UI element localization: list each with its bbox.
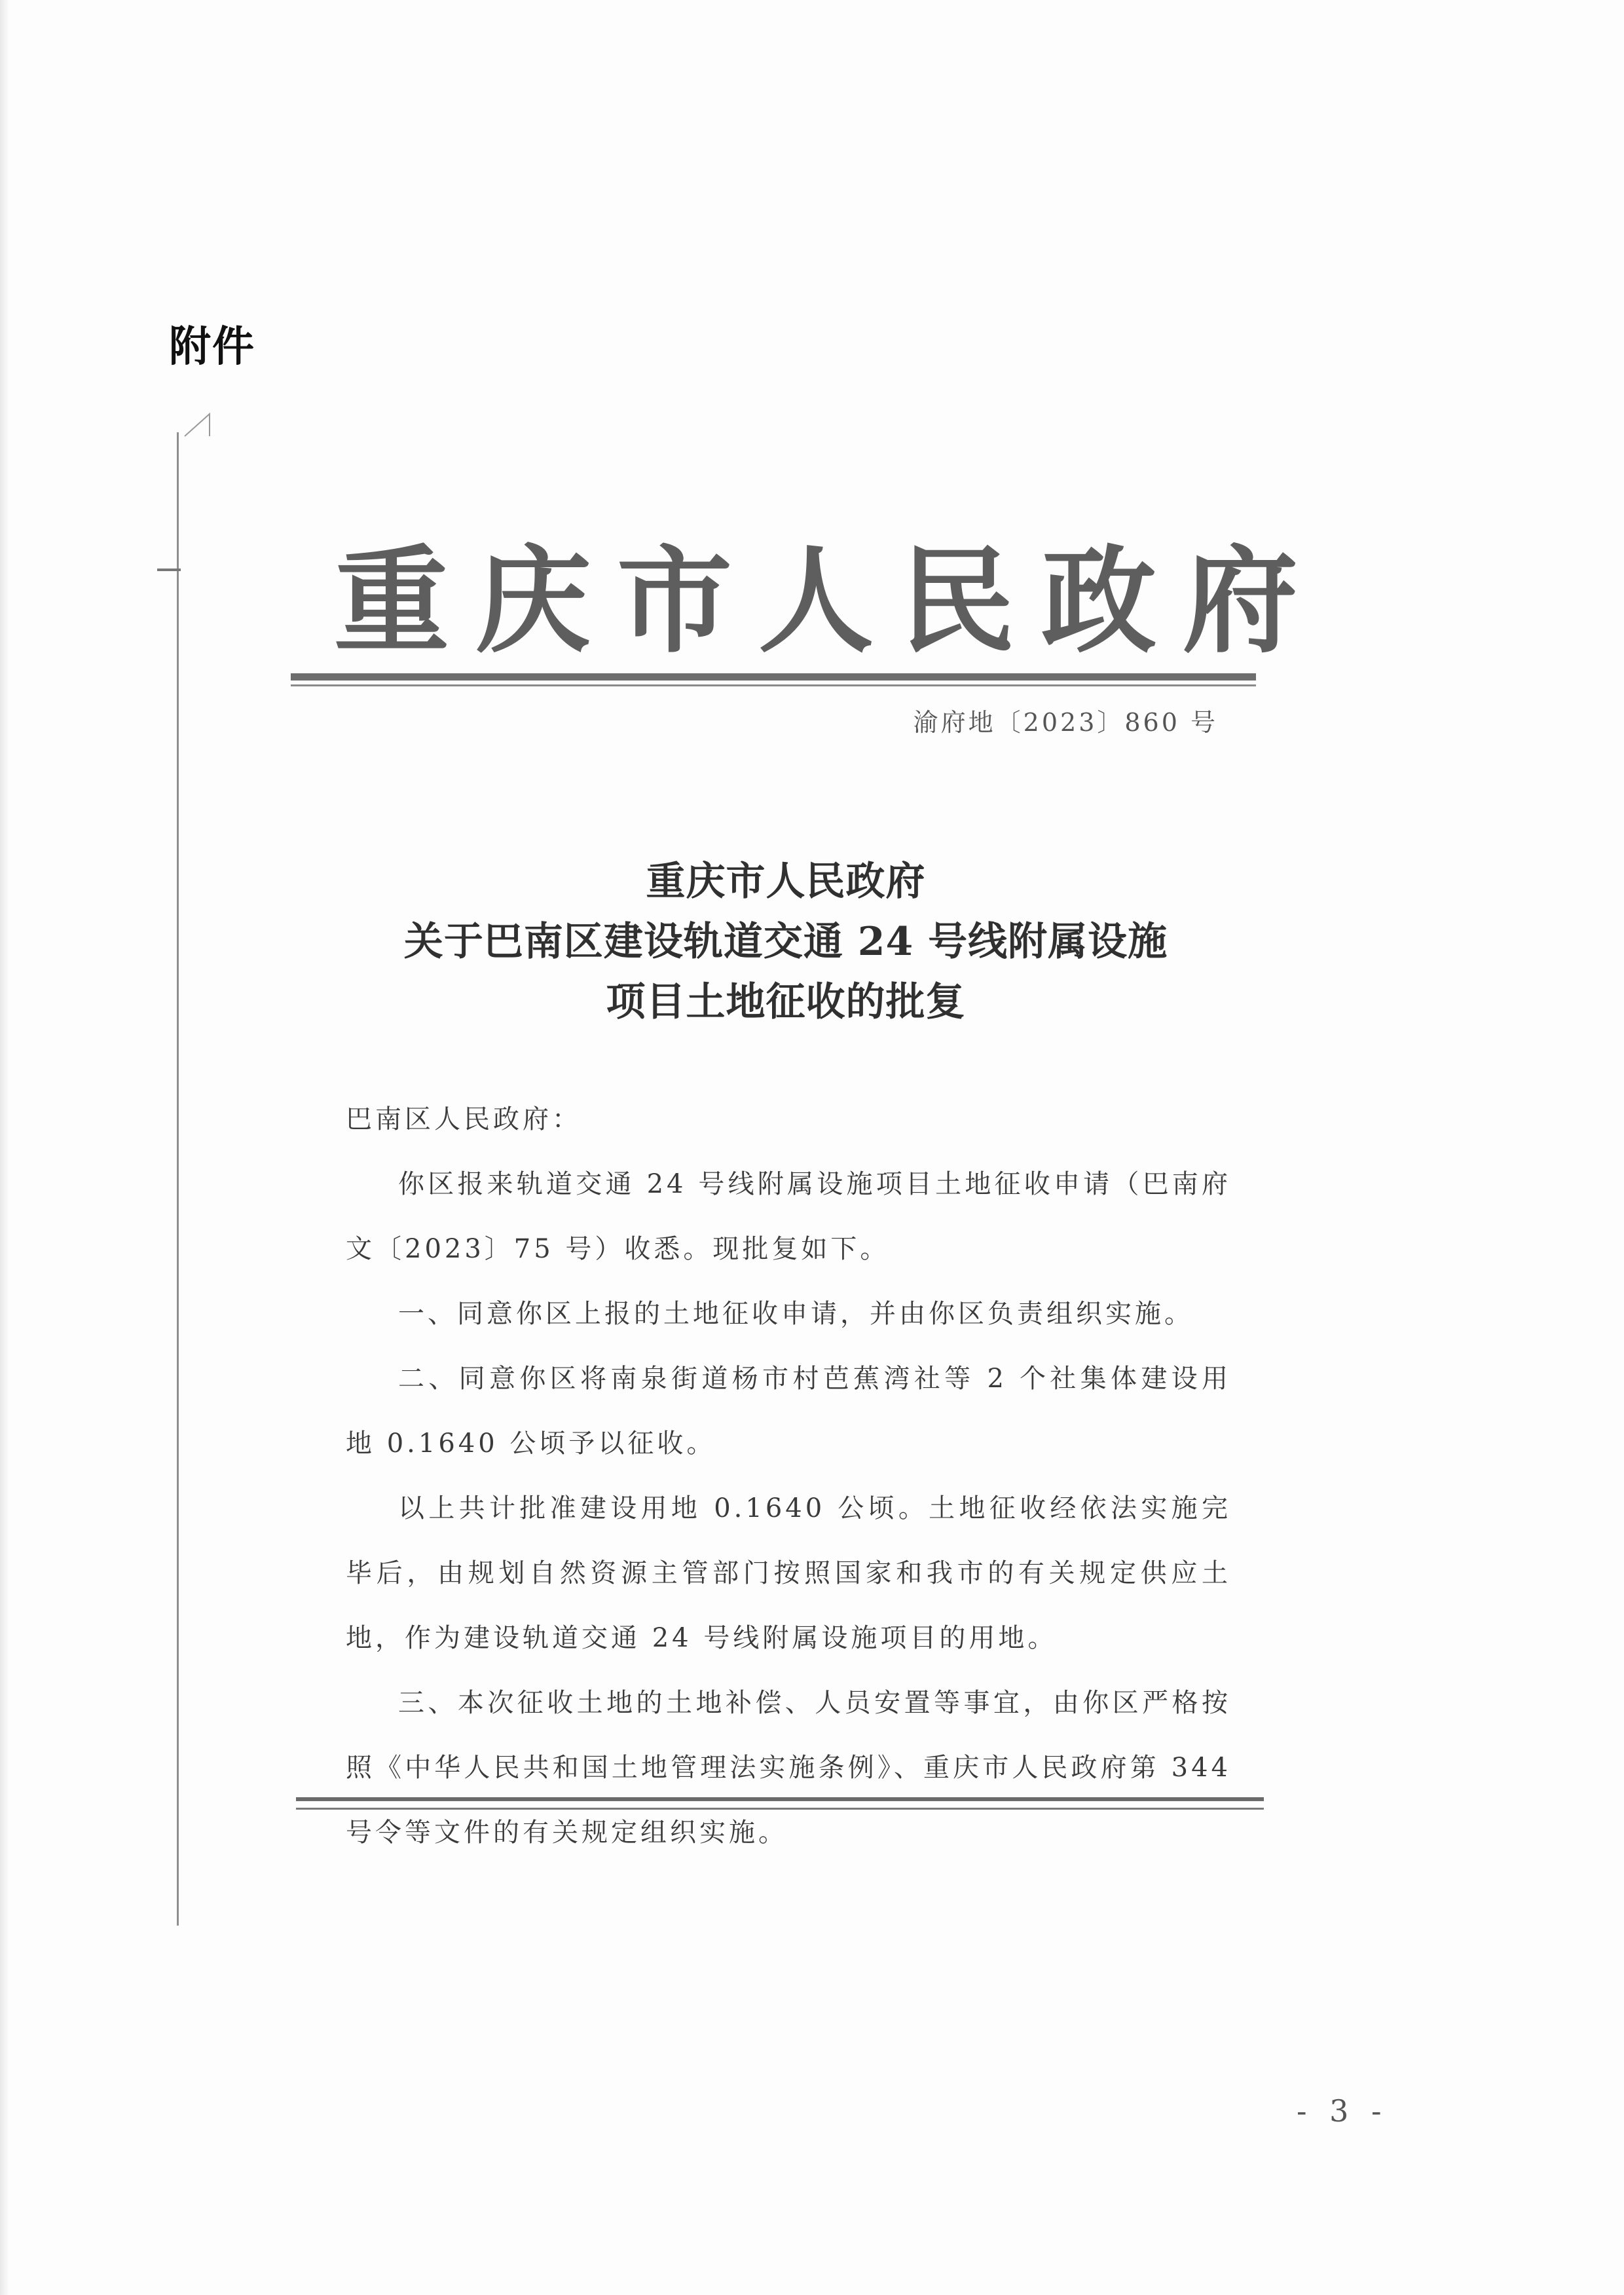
footer-rule [296, 1797, 1264, 1801]
document-body [346, 1087, 1231, 1865]
body-paragraph: 你区报来轨道交通 24 号线附属设施项目土地征收申请（巴南府文〔2023〕75 号）收悉。现批复如下。 [346, 1169, 1231, 1264]
salutation: 巴南区人民政府： [346, 1104, 581, 1134]
title-line-1: 重庆市人民政府 [646, 859, 926, 905]
body-paragraph: 以上共计批准建设用地 0.1640 公顷。土地征收经依法实施完毕后，由规划自然资源主管部门按照国家和我市的有关规定供应土地，作为建设轨道交通 24 号线附属设施项目的用地。 [346, 1493, 1231, 1653]
header-rule [291, 673, 1256, 681]
scan-edge-shadow [0, 0, 9, 2295]
document-title [327, 851, 1244, 1032]
document-number: 渝府地〔2023〕860 号 [913, 708, 1218, 737]
scan-frame-line [177, 432, 179, 1926]
issuer-header: 重庆市人民政府 [334, 533, 1325, 669]
title-line-2: 关于巴南区建设轨道交通 24 号线附属设施 [403, 919, 1168, 965]
body-paragraph: 二、同意你区将南泉街道杨市村芭蕉湾社等 2 个社集体建设用地 0.1640 公顷予以征收。 [346, 1364, 1231, 1459]
page-number: - 3 - [1297, 2093, 1388, 2129]
scan-corner-mark [183, 411, 216, 438]
footer-rule-thin [296, 1808, 1264, 1810]
attachment-label: 附件 [169, 323, 255, 371]
scan-tick-mark [157, 569, 181, 571]
body-paragraph: 三、本次征收土地的土地补偿、人员安置等事宜，由你区严格按照《中华人民共和国土地管理法实施条例》、重庆市人民政府第 344 号令等文件的有关规定组织实施。 [346, 1688, 1231, 1848]
header-rule-thin [291, 684, 1256, 686]
body-paragraph: 一、同意你区上报的土地征收申请，并由你区负责组织实施。 [398, 1299, 1194, 1329]
title-line-3: 项目土地征收的批复 [606, 979, 966, 1025]
